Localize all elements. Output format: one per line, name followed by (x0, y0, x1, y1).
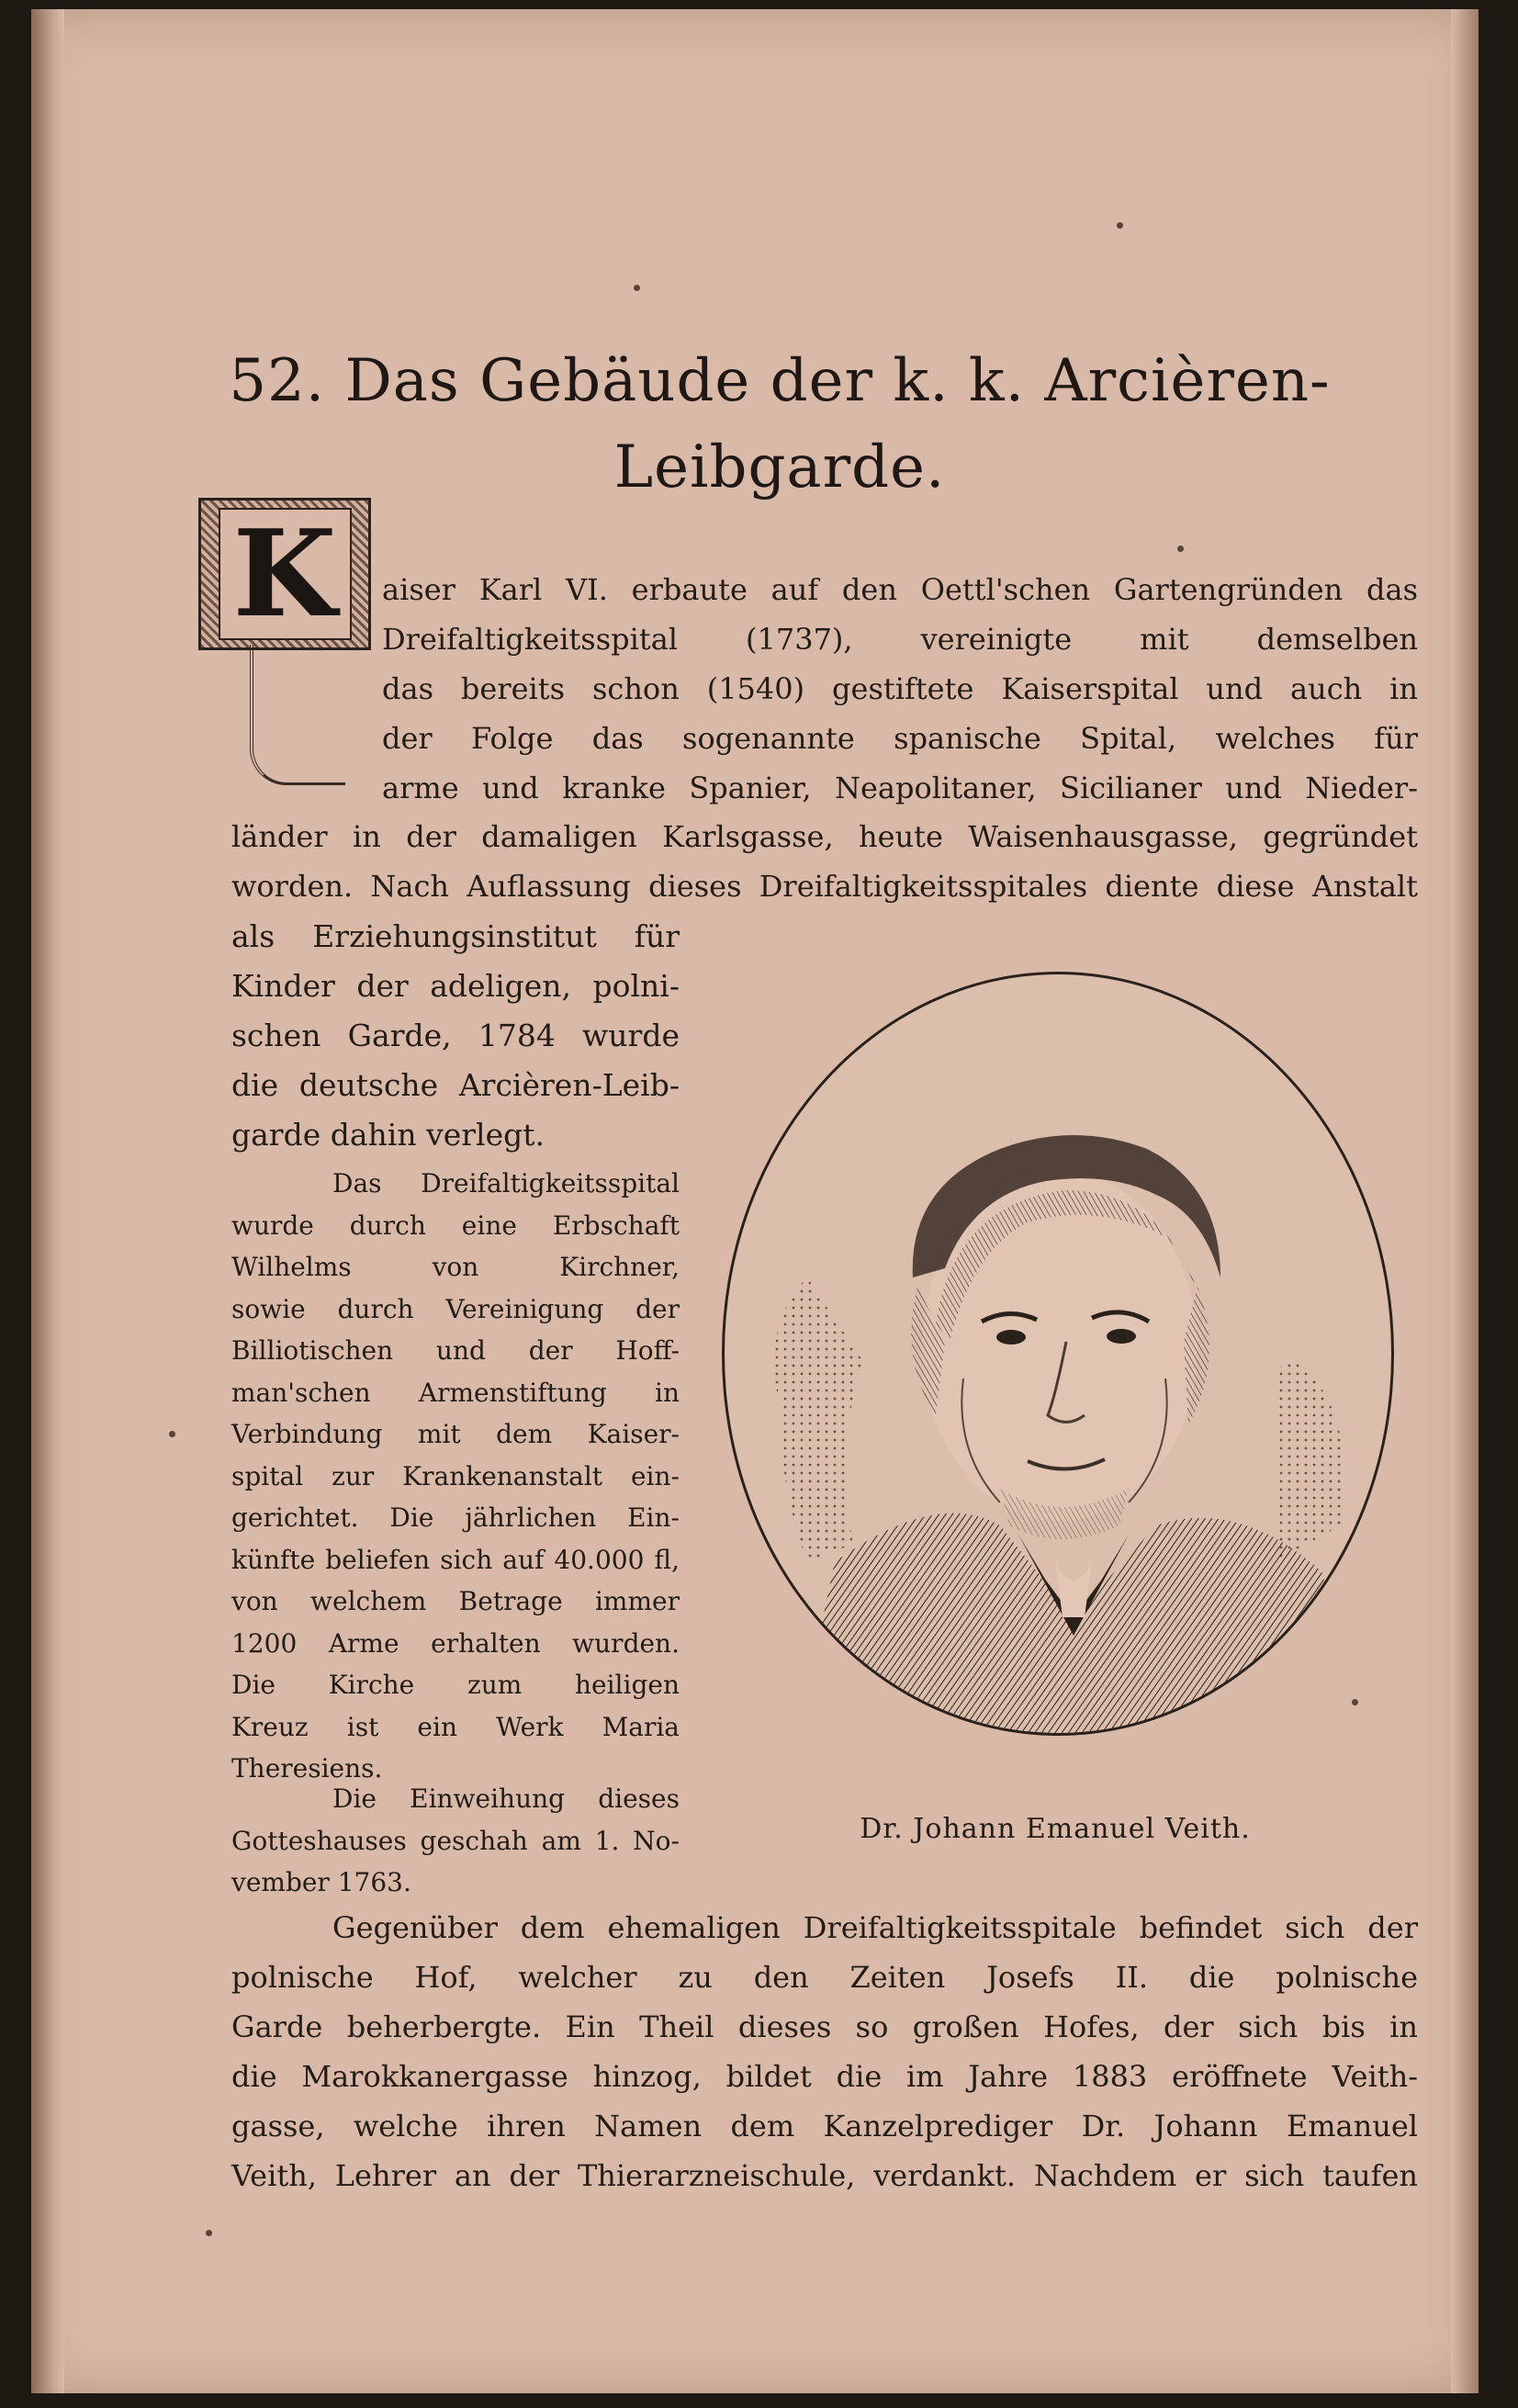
portrait-engraving (722, 972, 1394, 1736)
paragraph-continuation (231, 812, 1418, 911)
text-line: vember 1763. (231, 1867, 411, 1897)
side-column-paragraph-1 (231, 912, 680, 1160)
text-line: aiser Karl VI. erbaute auf den Oettl'schen Gartengründen das (382, 572, 1418, 607)
text-line: der Folge das sogenannte spanische Spital, welches für (382, 721, 1418, 756)
text-line: Gegenüber dem ehemaligen Dreifaltigkeitsspitale befindet sich der (332, 1910, 1418, 1945)
chapter-title-line-2: Leibgarde. (613, 433, 946, 501)
paper-speck (1177, 546, 1184, 552)
text-line: garde dahin verlegt. (231, 1117, 545, 1153)
side-column-paragraph-2 (231, 1163, 680, 1790)
text-line: die deutsche Arcièren-Leib- (231, 1067, 680, 1103)
text-line: gasse, welche ihren Namen dem Kanzelprediger Dr. Johann Emanuel (231, 2109, 1418, 2144)
book-page (31, 9, 1479, 2393)
paper-speck (1352, 1699, 1358, 1705)
text-line: das bereits schon (1540) gestiftete Kaiserspital und auch in (382, 671, 1418, 706)
paper-speck (1117, 222, 1123, 229)
page-right-edge (1451, 9, 1479, 2393)
text-line: Gotteshauses geschah am 1. No- (231, 1825, 680, 1856)
text-line: gerichtet. Die jährlichen Ein- (231, 1502, 680, 1533)
text-line: länder in der damaligen Karlsgasse, heute Waisenhausgasse, gegründet (231, 819, 1418, 854)
text-line: Wilhelms von Kirchner, (231, 1252, 680, 1282)
chapter-title (169, 338, 1390, 511)
text-line: Das Dreifaltigkeitsspital (332, 1168, 680, 1198)
text-line: die Marokkanergasse hinzog, bildet die im Jahre 1883 eröffnete Veith- (231, 2059, 1418, 2094)
intro-paragraph (382, 565, 1418, 813)
text-line: spital zur Krankenanstalt ein- (231, 1460, 680, 1491)
portrait-caption: Dr. Johann Emanuel Veith. (860, 1813, 1251, 1845)
side-column-paragraph-3 (231, 1778, 680, 1904)
text-line: Dreifaltigkeitsspital (1737), vereinigte mit demselben (382, 622, 1418, 657)
text-line: Die Einweihung dieses (332, 1783, 680, 1814)
text-line: 1200 Arme erhalten wurden. (231, 1627, 680, 1659)
text-line: arme und kranke Spanier, Neapolitaner, Sicilianer und Nieder- (382, 771, 1418, 805)
text-line: wurde durch eine Erbschaft (231, 1210, 680, 1241)
closing-paragraph (231, 1903, 1418, 2200)
drop-cap-letter: K (219, 508, 352, 640)
text-line: Kinder der adeligen, polni- (231, 968, 680, 1004)
text-line: Garde beherbergte. Ein Theil dieses so großen Hofes, der sich bis in (231, 2009, 1418, 2044)
text-line: Billiotischen und der Hoff- (231, 1335, 680, 1366)
text-line: als Erziehungsinstitut für (231, 918, 680, 954)
ornamental-drop-cap (198, 498, 371, 650)
paper-speck (206, 2230, 212, 2236)
text-line: Kreuz ist ein Werk Maria (231, 1711, 680, 1742)
page-binding-edge (31, 9, 64, 2393)
chapter-title-line-1: 52. Das Gebäude der k. k. Arcièren- (229, 347, 1331, 415)
text-line: polnische Hof, welcher zu den Zeiten Josefs II. die polnische (231, 1960, 1418, 1995)
paper-speck (169, 1431, 175, 1437)
drop-cap-flourish (250, 645, 345, 785)
text-line: sowie durch Vereinigung der (231, 1293, 680, 1324)
text-line: Verbindung mit dem Kaiser- (231, 1419, 680, 1449)
text-line: von welchem Betrage immer (231, 1586, 680, 1616)
text-line: man'schen Armenstiftung in (231, 1377, 680, 1408)
text-line: Theresiens. (231, 1753, 383, 1783)
portrait-illustration (725, 974, 1391, 1733)
text-line: schen Garde, 1784 wurde (231, 1018, 680, 1053)
text-line: Die Kirche zum heiligen (231, 1670, 680, 1700)
text-line: künfte beliefen sich auf 40.000 fl, (231, 1544, 680, 1575)
text-line: worden. Nach Auflassung dieses Dreifaltigkeitsspitales diente diese Anstalt (231, 869, 1418, 904)
paper-speck (634, 285, 640, 291)
text-line: Veith, Lehrer an der Thierarzneischule, verdankt. Nachdem er sich taufen (231, 2158, 1418, 2193)
